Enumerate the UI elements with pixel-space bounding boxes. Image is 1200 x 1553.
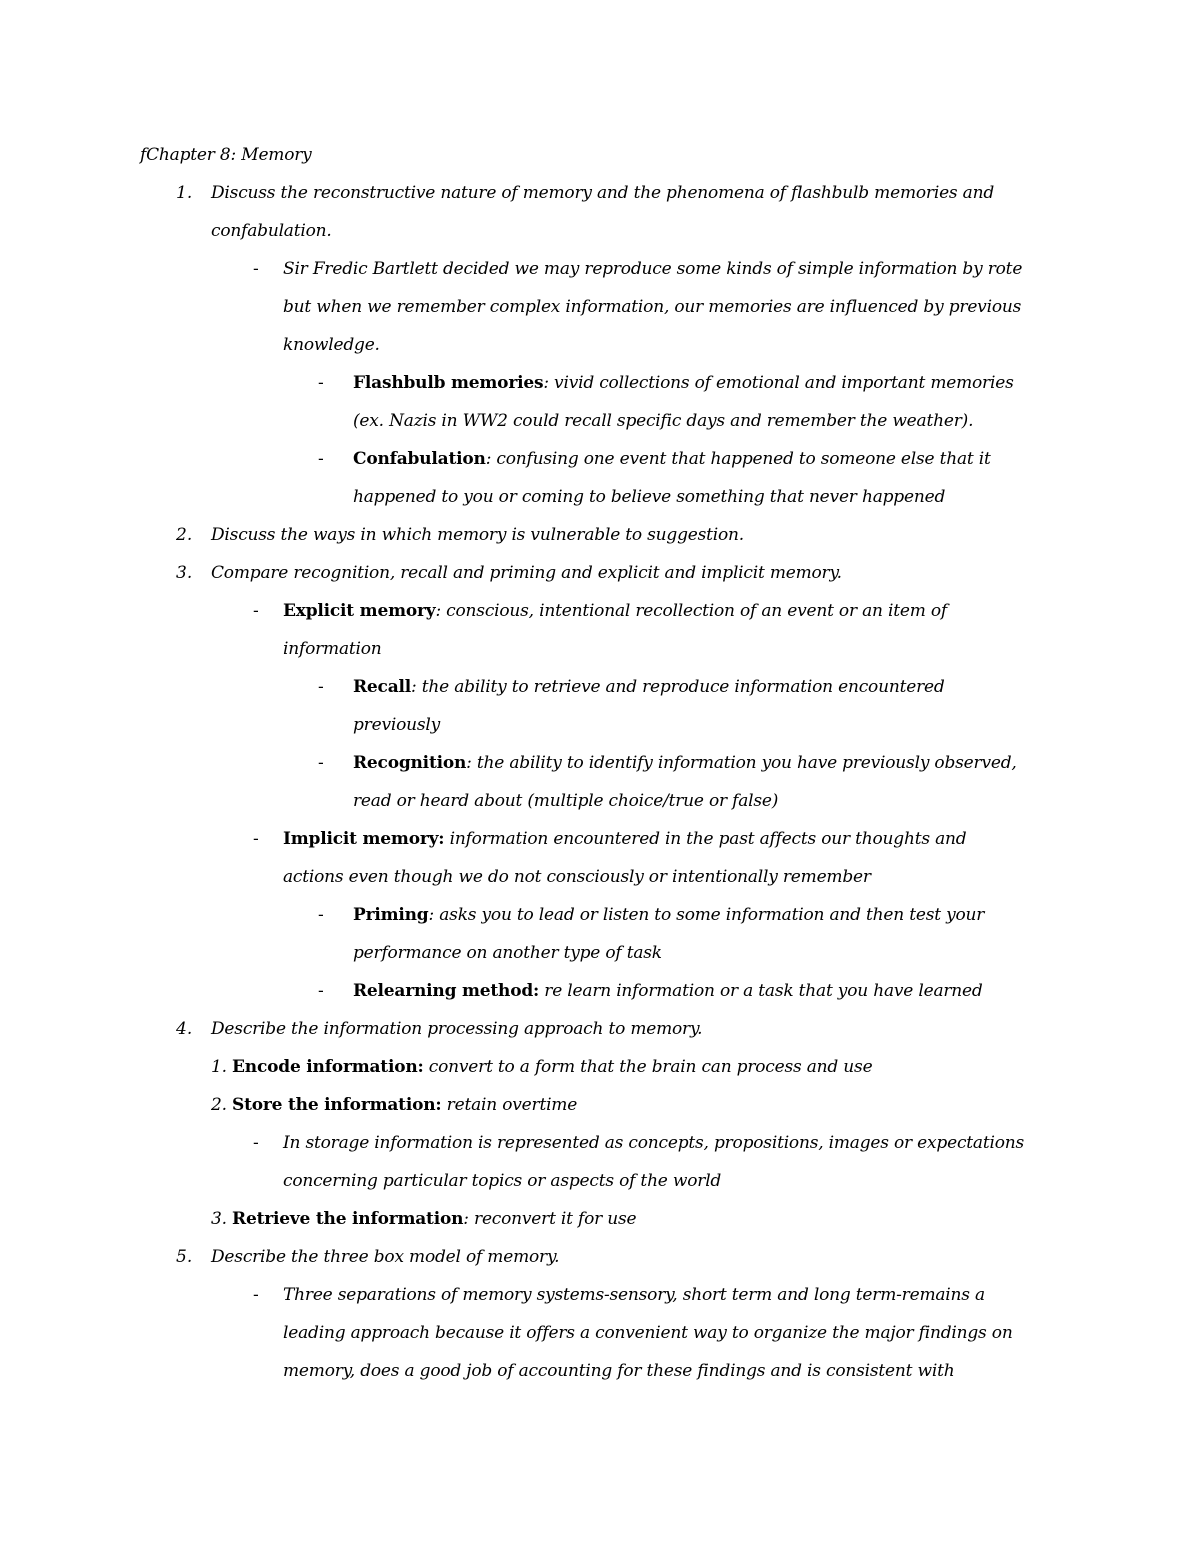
step1-definition: convert to a form that the brain can process and use [423,1057,873,1077]
recognition-term: Recognition [353,753,467,773]
priming-line2: performance on another type of task [353,943,662,963]
bullet-dash: - [318,981,324,1001]
bullet-dash: - [318,753,324,773]
storage-line2: concerning particular topics or aspects of the world [283,1171,722,1191]
priming-term: Priming [353,905,429,925]
bullet-dash: - [253,1285,259,1305]
bullet-dash: - [318,449,324,469]
explicit-definition: : conscious, intentional recollection of an event or an item of [435,601,947,621]
step1-number: 1. [211,1057,227,1077]
step2-line [211,1097,577,1114]
q5-number: 5. [176,1247,193,1267]
confabulation-definition: : confusing one event that happened to someone else that it [485,449,991,469]
recognition-definition: : the ability to identify information you have previously observed, [466,753,1017,773]
threebox-line3: memory, does a good job of accounting for these findings and is consistent with [283,1361,955,1381]
relearning-line1 [353,983,983,1000]
q1-text-line2: confabulation. [211,221,332,241]
bullet-dash: - [253,259,259,279]
explicit-line1 [283,603,947,620]
recall-line1 [353,679,945,696]
implicit-line1 [283,831,966,848]
bullet-dash: - [318,677,324,697]
threebox-line1: Three separations of memory systems-sensory, short term and long term-remains a [283,1285,985,1305]
priming-line1 [353,907,984,924]
recognition-line1 [353,755,1017,772]
priming-definition: : asks you to lead or listen to some information and then test your [428,905,985,925]
flashbulb-term: Flashbulb memories [353,373,544,393]
confabulation-line2: happened to you or coming to believe something that never happened [353,487,946,507]
step1-term: Encode information: [232,1057,424,1077]
q2-text: Discuss the ways in which memory is vulnerable to suggestion. [211,525,745,545]
recall-definition: : the ability to retrieve and reproduce information encountered [411,677,945,697]
bullet-dash: - [253,829,259,849]
step3-line [211,1211,636,1228]
implicit-line2: actions even though we do not consciously or intentionally remember [283,867,871,887]
q1-number: 1. [176,183,193,203]
storage-line1: In storage information is represented as concepts, propositions, images or expectations [283,1133,1025,1153]
step1-line [211,1059,872,1076]
bartlett-line2: but when we remember complex information, our memories are influenced by previous [283,297,1022,317]
recognition-line2: read or heard about (multiple choice/true or false) [353,791,779,811]
flashbulb-line2: (ex. Nazis in WW2 could recall specific days and remember the weather). [353,411,974,431]
bullet-dash: - [318,373,324,393]
bullet-dash: - [253,601,259,621]
q2-number: 2. [176,525,193,545]
explicit-line2: information [283,639,382,659]
chapter-title: fChapter 8: Memory [140,145,312,165]
step2-number: 2. [211,1095,227,1115]
implicit-term: Implicit memory: [283,829,445,849]
recall-line2: previously [353,715,441,735]
bartlett-line3: knowledge. [283,335,380,355]
recall-term: Recall [353,677,412,697]
q4-text: Describe the information processing approach to memory. [211,1019,703,1039]
relearning-definition: re learn information or a task that you have learned [539,981,983,1001]
explicit-term: Explicit memory [283,601,436,621]
bullet-dash: - [253,1133,259,1153]
bartlett-line1: Sir Fredic Bartlett decided we may reproduce some kinds of simple information by rote [283,259,1023,279]
q3-number: 3. [176,563,193,583]
confabulation-line1 [353,451,991,468]
step2-term: Store the information: [232,1095,442,1115]
q4-number: 4. [176,1019,193,1039]
bullet-dash: - [318,905,324,925]
step3-definition: : reconvert it for use [463,1209,637,1229]
relearning-term: Relearning method: [353,981,540,1001]
step2-definition: retain overtime [441,1095,578,1115]
flashbulb-line1 [353,375,1014,392]
q1-text-line1: Discuss the reconstructive nature of memory and the phenomena of flashbulb memories and [211,183,995,203]
q3-text: Compare recognition, recall and priming and explicit and implicit memory. [211,563,842,583]
implicit-definition: information encountered in the past affects our thoughts and [444,829,967,849]
confabulation-term: Confabulation [353,449,486,469]
flashbulb-definition: : vivid collections of emotional and important memories [543,373,1014,393]
threebox-line2: leading approach because it offers a convenient way to organize the major findings on [283,1323,1013,1343]
q5-text: Describe the three box model of memory. [211,1247,560,1267]
step3-term: Retrieve the information [232,1209,464,1229]
step3-number: 3. [211,1209,227,1229]
